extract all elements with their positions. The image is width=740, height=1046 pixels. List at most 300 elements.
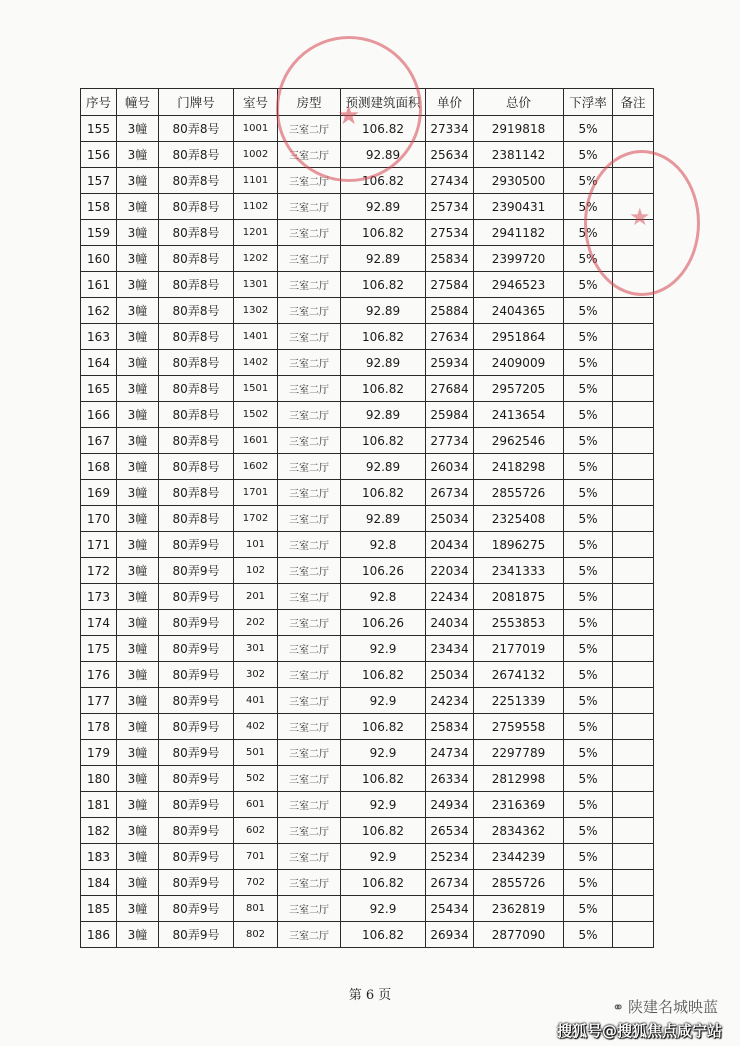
total-price-cell: 2919818 (474, 116, 564, 142)
building-cell: 3幢 (117, 142, 159, 168)
remark-cell (613, 740, 654, 766)
header-cell: 单价 (426, 89, 474, 116)
building-cell: 3幢 (117, 922, 159, 948)
serial-cell: 177 (81, 688, 117, 714)
room-cell: 601 (234, 792, 278, 818)
remark-cell (613, 194, 654, 220)
door-number-cell: 80弄8号 (159, 116, 234, 142)
discount-cell: 5% (564, 636, 613, 662)
door-number-cell: 80弄8号 (159, 402, 234, 428)
total-price-cell: 2951864 (474, 324, 564, 350)
layout-cell: 三室二厅 (278, 324, 341, 350)
serial-cell: 179 (81, 740, 117, 766)
serial-cell: 180 (81, 766, 117, 792)
area-cell: 106.82 (341, 168, 426, 194)
remark-cell (613, 688, 654, 714)
remark-cell (613, 636, 654, 662)
watermark-account-name: 陕建名城映蓝 (627, 998, 718, 1016)
unit-price-cell: 25934 (426, 350, 474, 376)
unit-price-cell: 27434 (426, 168, 474, 194)
discount-cell: 5% (564, 376, 613, 402)
layout-cell: 三室二厅 (278, 662, 341, 688)
serial-cell: 156 (81, 142, 117, 168)
discount-cell: 5% (564, 870, 613, 896)
layout-cell: 三室二厅 (278, 532, 341, 558)
discount-cell: 5% (564, 740, 613, 766)
table-row (81, 870, 654, 896)
unit-price-cell: 26734 (426, 480, 474, 506)
door-number-cell: 80弄9号 (159, 818, 234, 844)
remark-cell (613, 376, 654, 402)
remark-cell (613, 662, 654, 688)
unit-price-cell: 24034 (426, 610, 474, 636)
serial-cell: 169 (81, 480, 117, 506)
header-cell: 门牌号 (159, 89, 234, 116)
table-row (81, 194, 654, 220)
serial-cell: 155 (81, 116, 117, 142)
layout-cell: 三室二厅 (278, 558, 341, 584)
unit-price-cell: 25434 (426, 896, 474, 922)
layout-cell: 三室二厅 (278, 714, 341, 740)
table-row (81, 896, 654, 922)
remark-cell (613, 168, 654, 194)
serial-cell: 182 (81, 818, 117, 844)
door-number-cell: 80弄9号 (159, 532, 234, 558)
layout-cell: 三室二厅 (278, 376, 341, 402)
door-number-cell: 80弄9号 (159, 584, 234, 610)
area-cell: 92.8 (341, 532, 426, 558)
building-cell: 3幢 (117, 740, 159, 766)
layout-cell: 三室二厅 (278, 506, 341, 532)
door-number-cell: 80弄9号 (159, 688, 234, 714)
remark-cell (613, 220, 654, 246)
remark-cell (613, 246, 654, 272)
building-cell: 3幢 (117, 454, 159, 480)
total-price-cell: 2341333 (474, 558, 564, 584)
building-cell: 3幢 (117, 896, 159, 922)
serial-cell: 165 (81, 376, 117, 402)
unit-price-cell: 26934 (426, 922, 474, 948)
table-row (81, 350, 654, 376)
building-cell: 3幢 (117, 844, 159, 870)
table-row (81, 168, 654, 194)
discount-cell: 5% (564, 844, 613, 870)
unit-price-cell: 26534 (426, 818, 474, 844)
unit-price-cell: 27534 (426, 220, 474, 246)
building-cell: 3幢 (117, 272, 159, 298)
total-price-cell: 2855726 (474, 870, 564, 896)
building-cell: 3幢 (117, 402, 159, 428)
remark-cell (613, 896, 654, 922)
unit-price-cell: 26034 (426, 454, 474, 480)
remark-cell (613, 818, 654, 844)
discount-cell: 5% (564, 246, 613, 272)
serial-cell: 184 (81, 870, 117, 896)
area-cell: 92.9 (341, 740, 426, 766)
wechat-icon: ⚭ (612, 1000, 624, 1016)
room-cell: 701 (234, 844, 278, 870)
discount-cell: 5% (564, 116, 613, 142)
area-cell: 106.82 (341, 220, 426, 246)
total-price-cell: 2674132 (474, 662, 564, 688)
remark-cell (613, 922, 654, 948)
header-cell: 总价 (474, 89, 564, 116)
room-cell: 1601 (234, 428, 278, 454)
discount-cell: 5% (564, 168, 613, 194)
room-cell: 801 (234, 896, 278, 922)
discount-cell: 5% (564, 506, 613, 532)
discount-cell: 5% (564, 532, 613, 558)
layout-cell: 三室二厅 (278, 818, 341, 844)
area-cell: 106.82 (341, 428, 426, 454)
header-cell: 幢号 (117, 89, 159, 116)
remark-cell (613, 870, 654, 896)
door-number-cell: 80弄9号 (159, 792, 234, 818)
door-number-cell: 80弄8号 (159, 168, 234, 194)
table-row (81, 402, 654, 428)
header-cell: 预测建筑面积 (341, 89, 426, 116)
room-cell: 1302 (234, 298, 278, 324)
discount-cell: 5% (564, 714, 613, 740)
area-cell: 92.89 (341, 194, 426, 220)
unit-price-cell: 25834 (426, 714, 474, 740)
total-price-cell: 2759558 (474, 714, 564, 740)
building-cell: 3幢 (117, 480, 159, 506)
building-cell: 3幢 (117, 636, 159, 662)
building-cell: 3幢 (117, 168, 159, 194)
layout-cell: 三室二厅 (278, 636, 341, 662)
remark-cell (613, 350, 654, 376)
header-cell: 房型 (278, 89, 341, 116)
serial-cell: 166 (81, 402, 117, 428)
area-cell: 92.89 (341, 402, 426, 428)
total-price-cell: 2413654 (474, 402, 564, 428)
discount-cell: 5% (564, 792, 613, 818)
door-number-cell: 80弄8号 (159, 376, 234, 402)
room-cell: 502 (234, 766, 278, 792)
layout-cell: 三室二厅 (278, 766, 341, 792)
building-cell: 3幢 (117, 662, 159, 688)
layout-cell: 三室二厅 (278, 740, 341, 766)
room-cell: 1702 (234, 506, 278, 532)
total-price-cell: 2946523 (474, 272, 564, 298)
unit-price-cell: 23434 (426, 636, 474, 662)
remark-cell (613, 792, 654, 818)
room-cell: 1202 (234, 246, 278, 272)
table-row (81, 506, 654, 532)
watermark-site: 搜狐号@搜狐焦点咸宁站 (556, 1022, 722, 1040)
door-number-cell: 80弄8号 (159, 246, 234, 272)
door-number-cell: 80弄9号 (159, 922, 234, 948)
area-cell: 92.9 (341, 792, 426, 818)
table-row (81, 532, 654, 558)
unit-price-cell: 22434 (426, 584, 474, 610)
unit-price-cell: 24734 (426, 740, 474, 766)
layout-cell: 三室二厅 (278, 610, 341, 636)
remark-cell (613, 298, 654, 324)
serial-cell: 175 (81, 636, 117, 662)
area-cell: 106.26 (341, 610, 426, 636)
door-number-cell: 80弄8号 (159, 220, 234, 246)
remark-cell (613, 454, 654, 480)
door-number-cell: 80弄8号 (159, 506, 234, 532)
discount-cell: 5% (564, 480, 613, 506)
layout-cell: 三室二厅 (278, 168, 341, 194)
remark-cell (613, 142, 654, 168)
unit-price-cell: 25834 (426, 246, 474, 272)
area-cell: 106.82 (341, 272, 426, 298)
serial-cell: 159 (81, 220, 117, 246)
unit-price-cell: 27634 (426, 324, 474, 350)
building-cell: 3幢 (117, 688, 159, 714)
area-cell: 92.9 (341, 896, 426, 922)
building-cell: 3幢 (117, 584, 159, 610)
total-price-cell: 2930500 (474, 168, 564, 194)
door-number-cell: 80弄9号 (159, 896, 234, 922)
area-cell: 106.82 (341, 870, 426, 896)
total-price-cell: 2941182 (474, 220, 564, 246)
table-row (81, 428, 654, 454)
table-row (81, 818, 654, 844)
area-cell: 106.82 (341, 662, 426, 688)
layout-cell: 三室二厅 (278, 298, 341, 324)
table-row (81, 558, 654, 584)
area-cell: 106.82 (341, 818, 426, 844)
table-row (81, 714, 654, 740)
room-cell: 702 (234, 870, 278, 896)
table-row (81, 766, 654, 792)
serial-cell: 162 (81, 298, 117, 324)
room-cell: 1501 (234, 376, 278, 402)
unit-price-cell: 25234 (426, 844, 474, 870)
remark-cell (613, 506, 654, 532)
discount-cell: 5% (564, 662, 613, 688)
table-row (81, 688, 654, 714)
discount-cell: 5% (564, 766, 613, 792)
table-body (81, 116, 654, 948)
unit-price-cell: 26734 (426, 870, 474, 896)
layout-cell: 三室二厅 (278, 844, 341, 870)
total-price-cell: 2834362 (474, 818, 564, 844)
table-row (81, 142, 654, 168)
discount-cell: 5% (564, 324, 613, 350)
area-cell: 92.89 (341, 350, 426, 376)
serial-cell: 172 (81, 558, 117, 584)
discount-cell: 5% (564, 610, 613, 636)
area-cell: 106.82 (341, 376, 426, 402)
serial-cell: 161 (81, 272, 117, 298)
room-cell: 1201 (234, 220, 278, 246)
room-cell: 1102 (234, 194, 278, 220)
layout-cell: 三室二厅 (278, 688, 341, 714)
table-row (81, 662, 654, 688)
serial-cell: 185 (81, 896, 117, 922)
discount-cell: 5% (564, 194, 613, 220)
remark-cell (613, 116, 654, 142)
serial-cell: 171 (81, 532, 117, 558)
room-cell: 1002 (234, 142, 278, 168)
total-price-cell: 2251339 (474, 688, 564, 714)
total-price-cell: 2855726 (474, 480, 564, 506)
serial-cell: 163 (81, 324, 117, 350)
total-price-cell: 2081875 (474, 584, 564, 610)
table-row (81, 610, 654, 636)
serial-cell: 167 (81, 428, 117, 454)
remark-cell (613, 610, 654, 636)
room-cell: 201 (234, 584, 278, 610)
area-cell: 92.89 (341, 454, 426, 480)
discount-cell: 5% (564, 584, 613, 610)
room-cell: 1001 (234, 116, 278, 142)
total-price-cell: 2344239 (474, 844, 564, 870)
remark-cell (613, 766, 654, 792)
door-number-cell: 80弄8号 (159, 350, 234, 376)
area-cell: 106.26 (341, 558, 426, 584)
discount-cell: 5% (564, 558, 613, 584)
table-row (81, 298, 654, 324)
door-number-cell: 80弄9号 (159, 610, 234, 636)
area-cell: 106.82 (341, 922, 426, 948)
table-header-row (81, 89, 654, 116)
serial-cell: 164 (81, 350, 117, 376)
door-number-cell: 80弄9号 (159, 870, 234, 896)
door-number-cell: 80弄8号 (159, 428, 234, 454)
unit-price-cell: 22034 (426, 558, 474, 584)
room-cell: 1101 (234, 168, 278, 194)
area-cell: 92.9 (341, 844, 426, 870)
door-number-cell: 80弄9号 (159, 766, 234, 792)
door-number-cell: 80弄9号 (159, 636, 234, 662)
total-price-cell: 2553853 (474, 610, 564, 636)
header-cell: 下浮率 (564, 89, 613, 116)
remark-cell (613, 480, 654, 506)
room-cell: 501 (234, 740, 278, 766)
unit-price-cell: 25634 (426, 142, 474, 168)
unit-price-cell: 24934 (426, 792, 474, 818)
serial-cell: 176 (81, 662, 117, 688)
layout-cell: 三室二厅 (278, 584, 341, 610)
room-cell: 1602 (234, 454, 278, 480)
area-cell: 106.82 (341, 324, 426, 350)
header-cell: 序号 (81, 89, 117, 116)
area-cell: 92.89 (341, 142, 426, 168)
table-row (81, 324, 654, 350)
building-cell: 3幢 (117, 246, 159, 272)
seal-star-icon: ★ (629, 203, 651, 231)
unit-price-cell: 20434 (426, 532, 474, 558)
header-cell: 备注 (613, 89, 654, 116)
building-cell: 3幢 (117, 298, 159, 324)
discount-cell: 5% (564, 428, 613, 454)
room-cell: 202 (234, 610, 278, 636)
unit-price-cell: 26334 (426, 766, 474, 792)
room-cell: 1402 (234, 350, 278, 376)
header-cell: 室号 (234, 89, 278, 116)
layout-cell: 三室二厅 (278, 454, 341, 480)
area-cell: 92.9 (341, 688, 426, 714)
total-price-cell: 2957205 (474, 376, 564, 402)
total-price-cell: 2390431 (474, 194, 564, 220)
unit-price-cell: 24234 (426, 688, 474, 714)
building-cell: 3幢 (117, 194, 159, 220)
serial-cell: 178 (81, 714, 117, 740)
discount-cell: 5% (564, 298, 613, 324)
serial-cell: 158 (81, 194, 117, 220)
page-number: 第 6 页 (348, 988, 392, 1003)
table-row (81, 844, 654, 870)
area-cell: 106.82 (341, 714, 426, 740)
room-cell: 1701 (234, 480, 278, 506)
table-row (81, 636, 654, 662)
discount-cell: 5% (564, 896, 613, 922)
total-price-cell: 2297789 (474, 740, 564, 766)
door-number-cell: 80弄8号 (159, 194, 234, 220)
building-cell: 3幢 (117, 818, 159, 844)
table-row (81, 454, 654, 480)
total-price-cell: 2404365 (474, 298, 564, 324)
door-number-cell: 80弄9号 (159, 844, 234, 870)
door-number-cell: 80弄8号 (159, 298, 234, 324)
room-cell: 302 (234, 662, 278, 688)
layout-cell: 三室二厅 (278, 142, 341, 168)
layout-cell: 三室二厅 (278, 350, 341, 376)
building-cell: 3幢 (117, 428, 159, 454)
unit-price-cell: 25034 (426, 506, 474, 532)
total-price-cell: 2399720 (474, 246, 564, 272)
total-price-cell: 2962546 (474, 428, 564, 454)
room-cell: 802 (234, 922, 278, 948)
building-cell: 3幢 (117, 870, 159, 896)
layout-cell: 三室二厅 (278, 272, 341, 298)
room-cell: 102 (234, 558, 278, 584)
door-number-cell: 80弄9号 (159, 558, 234, 584)
layout-cell: 三室二厅 (278, 896, 341, 922)
total-price-cell: 2409009 (474, 350, 564, 376)
watermark-account (612, 996, 718, 1017)
remark-cell (613, 714, 654, 740)
door-number-cell: 80弄9号 (159, 662, 234, 688)
remark-cell (613, 402, 654, 428)
remark-cell (613, 558, 654, 584)
layout-cell: 三室二厅 (278, 194, 341, 220)
table-row (81, 220, 654, 246)
building-cell: 3幢 (117, 610, 159, 636)
discount-cell: 5% (564, 818, 613, 844)
total-price-cell: 2325408 (474, 506, 564, 532)
table-row (81, 116, 654, 142)
layout-cell: 三室二厅 (278, 220, 341, 246)
discount-cell: 5% (564, 454, 613, 480)
area-cell: 92.89 (341, 506, 426, 532)
table-row (81, 246, 654, 272)
remark-cell (613, 844, 654, 870)
remark-cell (613, 532, 654, 558)
total-price-cell: 2362819 (474, 896, 564, 922)
remark-cell (613, 584, 654, 610)
discount-cell: 5% (564, 272, 613, 298)
building-cell: 3幢 (117, 376, 159, 402)
door-number-cell: 80弄9号 (159, 740, 234, 766)
room-cell: 401 (234, 688, 278, 714)
layout-cell: 三室二厅 (278, 428, 341, 454)
layout-cell: 三室二厅 (278, 402, 341, 428)
building-cell: 3幢 (117, 116, 159, 142)
layout-cell: 三室二厅 (278, 246, 341, 272)
area-cell: 92.8 (341, 584, 426, 610)
table-row (81, 922, 654, 948)
unit-price-cell: 25034 (426, 662, 474, 688)
unit-price-cell: 25984 (426, 402, 474, 428)
